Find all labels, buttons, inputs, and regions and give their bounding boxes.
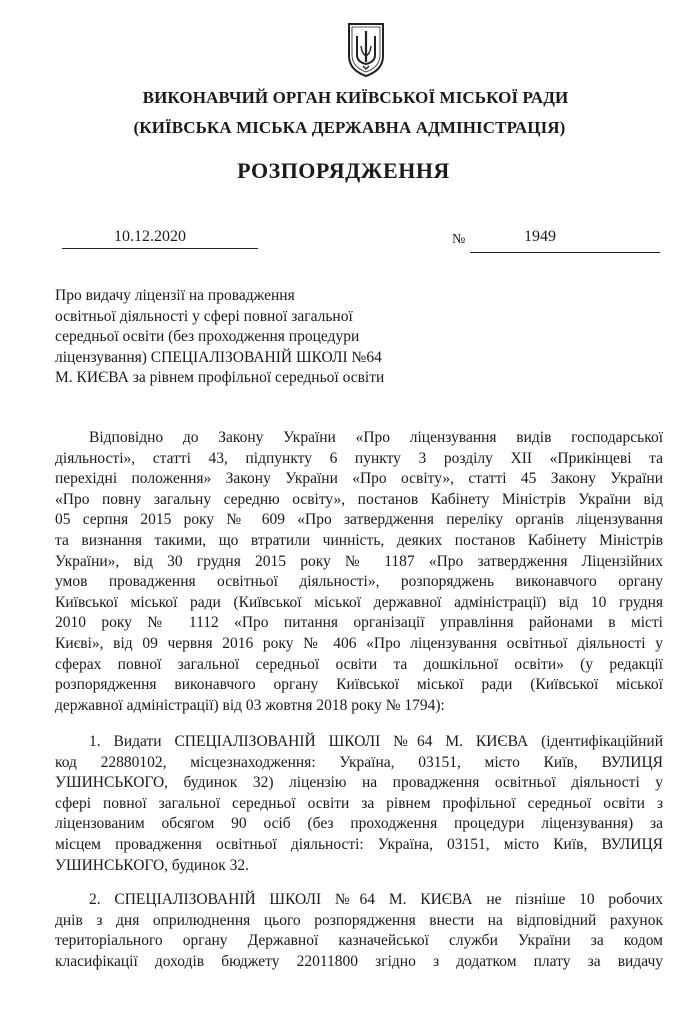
date-underline — [62, 248, 258, 249]
paragraph-line: діяльності», статті 43, підпункту 6 пункту 3 розділу XII «Прикінцеві та — [55, 449, 663, 467]
paragraph-line: УШИНСЬКОГО, будинок 32. — [55, 856, 249, 874]
subject-line: середньої освіти (без проходження процедури — [55, 328, 360, 346]
paragraph-line: ліцензованим обсягом 90 осіб (без проходження процедури ліцензування) за — [55, 815, 663, 833]
paragraph-line: державної адміністрації) від 03 жовтня 2018 року № 1794): — [55, 696, 445, 714]
document-date: 10.12.2020 — [114, 228, 186, 245]
paragraph-line: 2. СПЕЦІАЛІЗОВАНІЙ ШКОЛІ №64 М. КИЄВА не пізніше 10 робочих — [89, 891, 663, 908]
number-underline — [470, 252, 660, 253]
paragraph-line: Відповідно до Закону України «Про ліцензування видів господарської — [89, 429, 663, 446]
document-number: 1949 — [524, 228, 556, 245]
document-number-field — [452, 230, 662, 254]
clause-2-paragraph — [55, 890, 663, 972]
paragraph-line: місцем провадження освітньої діяльності: Україна, 03151, місто Київ, ВУЛИЦЯ — [55, 835, 663, 853]
issuing-authority-title: ВИКОНАВЧИЙ ОРГАН КИЇВСЬКОЇ МІСЬКОЇ РАДИ — [142, 88, 569, 107]
paragraph-line: розпорядження виконавчого органу Київської міської ради (Київської міської — [55, 676, 663, 694]
paragraph-line: територіального органу Державної казначейської служби України за кодом — [55, 932, 663, 950]
paragraph-line: Київської міської ради (Київської міської державної адміністрації) від 10 грудня — [55, 593, 663, 611]
paragraph-line: умов провадження освітньої діяльності», розпоряджень виконавчого органу — [55, 573, 663, 591]
paragraph-line: УШИНСЬКОГО, будинок 32) ліцензію на провадження освітньої діяльності у — [55, 774, 663, 792]
paragraph-line: України», від 30 грудня 2015 року № 1187 «Про затвердження Ліцензійних — [55, 552, 663, 570]
paragraph-line: 05 серпня 2015 року № 609 «Про затвердження переліку органів ліцензування — [55, 511, 663, 529]
paragraph-line: код 22880102, місцезнаходження: Україна, 03151, місто Київ, ВУЛИЦЯ — [55, 753, 663, 771]
paragraph-line: класифікації доходів бюджету 22011800 згідно з додатком плату за видачу — [55, 952, 663, 970]
document-type-title: РОЗПОРЯДЖЕННЯ — [237, 158, 450, 183]
number-sign: № — [452, 232, 466, 247]
paragraph-line: перехідні положення» Закону України «Про освіту», статті 45 Закону України — [55, 470, 663, 488]
subject-line: Про видачу ліцензії на провадження — [55, 287, 295, 304]
paragraph-line: 1. Видати СПЕЦІАЛІЗОВАНІЙ ШКОЛІ №64 М. КИЄВА (ідентифікаційний — [89, 733, 663, 750]
document-date-field — [62, 226, 258, 250]
paragraph-line: «Про повну загальну середню освіту», постанов Кабінету Міністрів України від — [55, 490, 663, 508]
legal-basis-paragraph — [55, 428, 663, 716]
paragraph-line: сфері повної загальної середньої освіти за рівнем профільної середньої освіти з — [55, 794, 663, 812]
paragraph-line: 2010 року № 1112 «Про питання організації управління районами в місті — [55, 614, 663, 632]
clause-1-paragraph — [55, 732, 663, 876]
document-subject — [55, 286, 435, 389]
paragraph-line: Києві», від 09 червня 2016 року № 406 «Про ліцензування освітньої діяльності у — [55, 634, 663, 652]
paragraph-line: днів з дня оприлюднення цього розпорядження внести на відповідний рахунок — [55, 911, 663, 929]
issuing-authority-subtitle: (КИЇВСЬКА МІСЬКА ДЕРЖАВНА АДМІНІСТРАЦІЯ) — [133, 118, 566, 137]
paragraph-line: сферах повної загальної середньої освіти та дошкільної освіти» (у редакції — [55, 655, 663, 673]
subject-line: М. КИЄВА за рівнем профільної середньої освіти — [55, 369, 385, 387]
trident-coat-of-arms-icon — [346, 22, 386, 78]
paragraph-line: та визнання такими, що втратили чинність, деяких постанов Кабінету Міністрів — [55, 531, 663, 549]
subject-line: ліцензування) СПЕЦІАЛІЗОВАНІЙ ШКОЛІ №64 — [55, 348, 382, 366]
subject-line: освітньої діяльності у сфері повної загальної — [55, 307, 353, 325]
